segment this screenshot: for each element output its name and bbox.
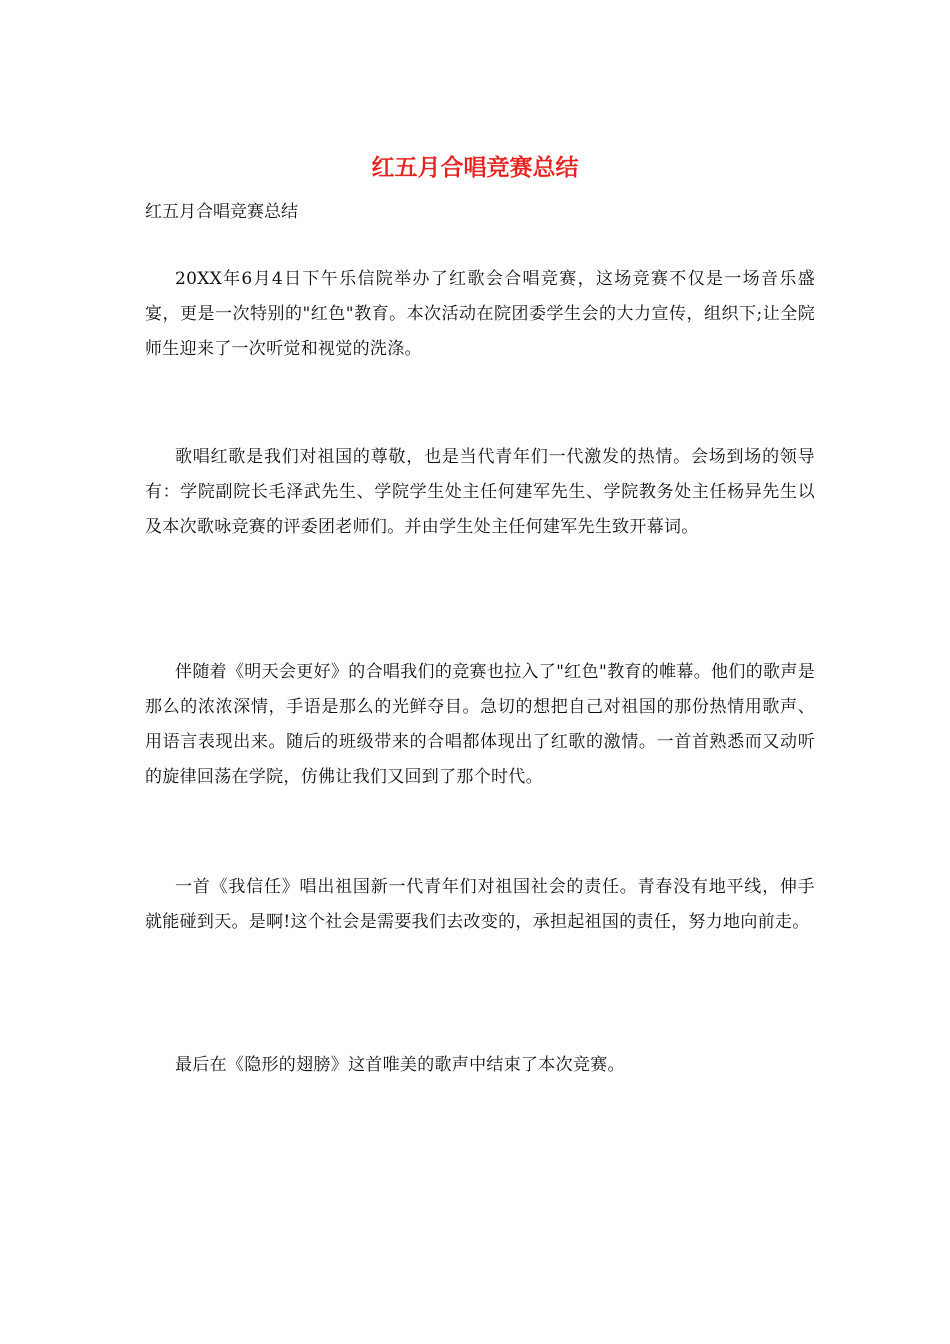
paragraph-4: 一首《我信任》唱出祖国新一代青年们对祖国社会的责任。青春没有地平线，伸手就能碰到天。是啊!这个社会是需要我们去改变的，承担起祖国的责任，努力地向前走。 <box>145 877 815 932</box>
document-subtitle: 红五月合唱竞赛总结 <box>145 202 298 222</box>
document-title: 红五月合唱竞赛总结 <box>371 154 579 181</box>
paragraph-2: 歌唱红歌是我们对祖国的尊敬，也是当代青年们一代激发的热情。会场到场的领导有：学院副院长毛泽武先生、学院学生处主任何建军先生、学院教务处主任杨异先生以及本次歌咏竞赛的评委团老师们。并由学生处主任何建军先生致开幕词。 <box>145 447 815 537</box>
paragraph-1: 20XX年6月4日下午乐信院举办了红歌会合唱竞赛，这场竞赛不仅是一场音乐盛宴，更是一次特别的"红色"教育。本次活动在院团委学生会的大力宣传，组织下;让全院师生迎来了一次听觉和视觉的洗涤。 <box>145 269 815 359</box>
paragraph-5: 最后在《隐形的翅膀》这首唯美的歌声中结束了本次竞赛。 <box>175 1055 625 1075</box>
paragraph-3: 伴随着《明天会更好》的合唱我们的竞赛也拉入了"红色"教育的帷幕。他们的歌声是那么的浓浓深情，手语是那么的光鲜夺目。急切的想把自己对祖国的那份热情用歌声、用语言表现出来。随后的班级带来的合唱都体现出了红歌的激情。一首首熟悉而又动听的旋律回荡在学院，仿佛让我们又回到了那个时代。 <box>145 662 815 787</box>
